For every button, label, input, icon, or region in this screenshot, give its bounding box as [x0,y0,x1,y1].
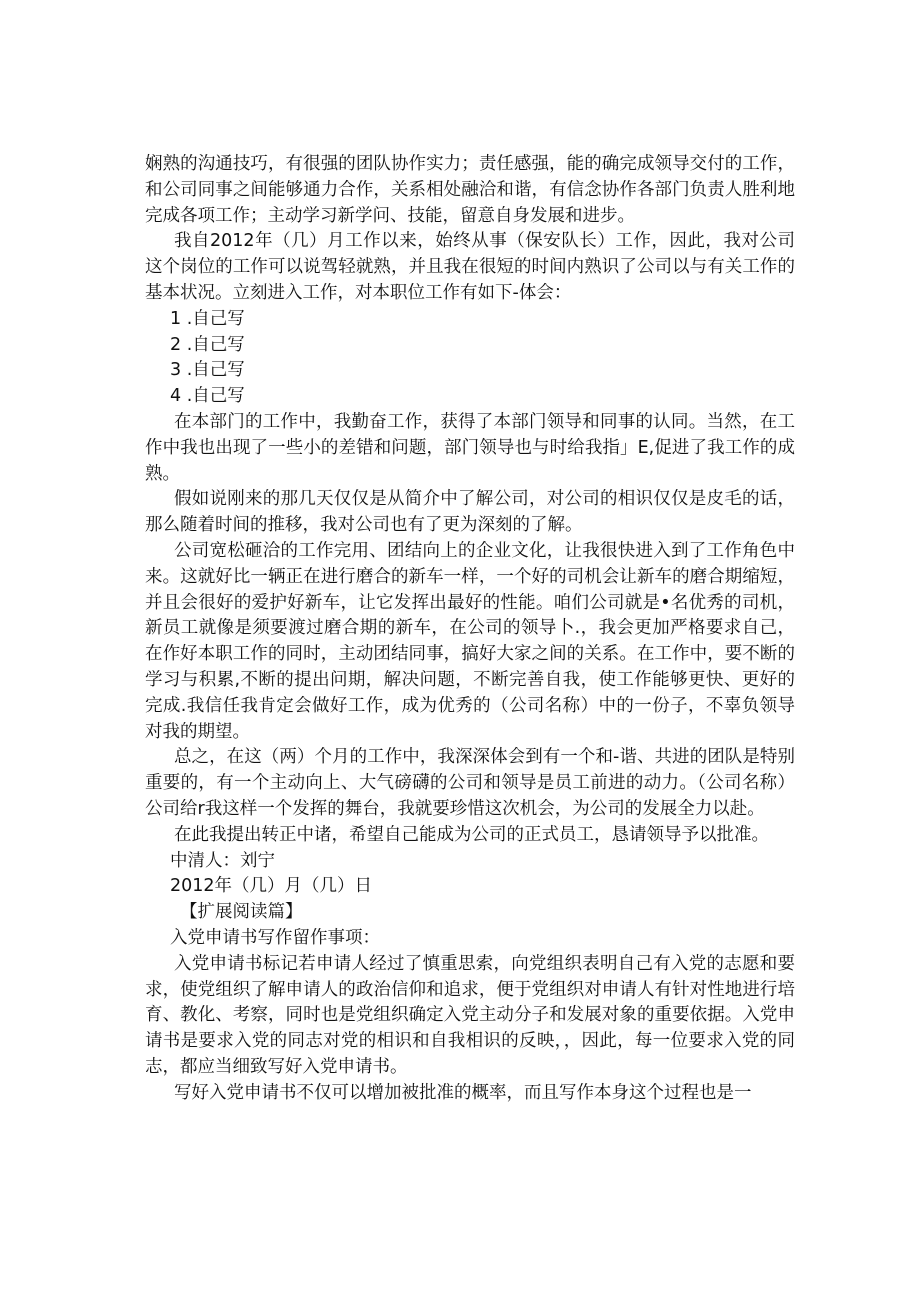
document-page [145,152,795,1106]
paragraph-department: 在本部门的工作中，我勤奋工作，获得了本部门领导和同事的认同。当然，在工作中我也出现了一些小的差错和问题，部门领导也与时给我指」E,促进了我工作的成熟。 [145,411,795,484]
paragraph-writing-benefit: 写好入党申请书不仅可以增加被批准的概率，而且写作本身这个过程也是一 [174,1082,752,1103]
list-item: 1 .自己写 [170,308,245,329]
paragraph-work-start: 我自2012年（几）月工作以来，始终从事（保安队长）工作，因此，我对公司这个岗位的工作可以说驾轻就熟，并且我在很短的时间内熟识了公司以与有关工作的基本状况。立刻进入工作，对本职位工作有如下-体会： [145,231,795,303]
list-item: 4 .自己写 [170,386,245,407]
paragraph-understanding: 假如说刚来的那几天仅仅是从简介中了解公司，对公司的相识仅仅是皮毛的话，那么随着时间的推移，我对公司也有了更为深刻的了解。 [145,489,795,536]
list-item: 3 .自己写 [170,360,245,381]
notes-title: 入党申请书写作留作事项： [170,927,380,948]
extended-reading-heading: 【扩展阅读篇】 [180,902,303,923]
paragraph-summary: 总之，在这（两）个月的工作中，我深深体会到有一个和-谐、共进的团队是特别重要的，有一个主动向上、大气磅礴的公司和领导是员工前进的动力。（公司名称）公司给r我这样一个发挥的舞台，我就要珍惜这次机会，为公司的发展全力以赴。 [145,747,795,819]
paragraph-skills: 娴熟的沟通技巧，有很强的团队协作实力；责任感强，能的确完成领导交付的工作，和公司同事之间能够通力合作，关系相处融洽和谐，有信念协作各部门负责人胜利地完成各项工作；主动学习新学问、技能，留意自身发展和进步。 [145,154,795,226]
list-item: 2 .自己写 [170,334,245,355]
signer-line: 中清人：刘宁 [170,850,275,871]
paragraph-request: 在此我提出转正中诸，希望自己能成为公司的正式员工，恳请领导予以批准。 [174,824,769,845]
date-line: 2012年（几）月（几）日 [170,876,373,897]
paragraph-culture: 公司宽松砸洽的工作完用、团结向上的企业文化，让我很快进入到了工作角色中来。这就好比一辆正在进行磨合的新车一样，一个好的司机会让新车的磨合期缩短，并且会很好的爱护好新车，让它发挥出最好的性能。咱们公司就是•名优秀的司机，新员工就像是须要渡过磨合期的新车，在公司的领导卜.，我会更加严格要求自己，在作好本职工作的同时，主动团结同事，搞好大家之间的关系。在工作中，要不断的学习与积累,不断的提出问期，解决问题，不断完善自我，使工作能够更快、更好的完成.我信任我肯定会做好工作，成为优秀的（公司名称）中的一份子，不辜负领导对我的期望。 [145,540,795,742]
paragraph-application-purpose: 入党申请书标记若申请人经过了慎重思索，向党组织表明自己有入党的志愿和要求，使党组织了解申请人的政治信仰和追求，便于党组织对申请人有针对性地进行培育、教化、考察，同时也是党组织确定入党主动分子和发展对象的重要依据。入党申请书是要求入党的同志对党的相识和自我相识的反映，，因此，每一位要求入党的同志，都应当细致写好入党申请书。 [145,953,795,1077]
